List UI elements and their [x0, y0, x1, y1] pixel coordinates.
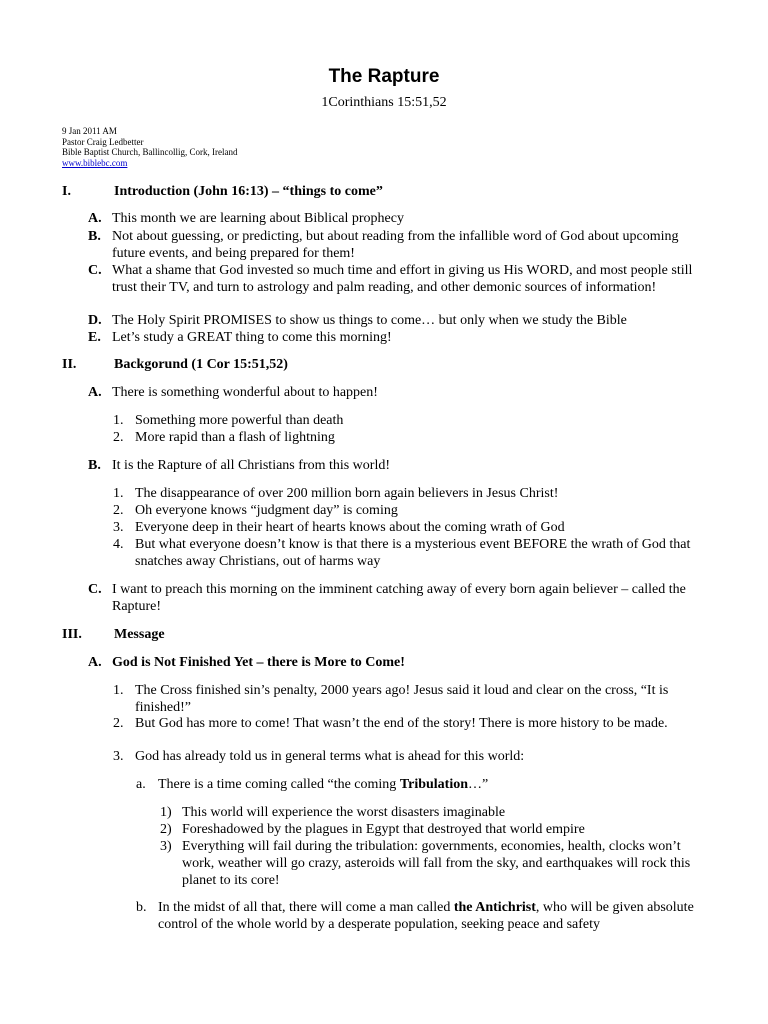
list-item: 1. Something more powerful than death: [113, 413, 344, 428]
list-item: B. It is the Rapture of all Christians from this world!: [88, 458, 391, 473]
list-item: 3. Everyone deep in their heart of hearts knows about the coming wrath of God: [113, 520, 565, 535]
list-item: C. I want to preach this morning on the imminent catching away of every born again believer – called the Rapture!: [88, 582, 686, 614]
list-item: E. Let’s study a GREAT thing to come this morning!: [88, 330, 392, 345]
section-title: Introduction (John 16:13) – “things to come”: [114, 184, 383, 199]
section-heading-message: [62, 626, 165, 643]
section-title: Backgorund (1 Cor 15:51,52): [114, 357, 288, 372]
scripture-reference: 1Corinthians 15:51,52: [321, 95, 447, 110]
list-item: 2) Foreshadowed by the plagues in Egypt that destroyed that world empire: [160, 822, 585, 837]
church-name: Bible Baptist Church, Ballincollig, Cork, Ireland: [62, 147, 238, 157]
list-item: 2. More rapid than a flash of lightning: [113, 430, 335, 445]
list-item: 4. But what everyone doesn’t know is that there is a mysterious event BEFORE the wrath of God that snatches away Christians, out of harms way: [113, 537, 691, 569]
section-heading-introduction: [62, 183, 383, 200]
list-item: B. Not about guessing, or predicting, but about reading from the infallible word of God about upcoming future events, and being prepared for them!: [88, 229, 679, 261]
sermon-date: 9 Jan 2011 AM: [62, 126, 117, 136]
website-link[interactable]: www.biblebc.com: [62, 157, 128, 168]
pastor-name: Pastor Craig Ledbetter: [62, 136, 144, 147]
sermon-meta: [62, 126, 237, 168]
list-item: C. What a shame that God invested so much time and effort in giving us His WORD, and most people still trust their TV, and turn to astrology and palm reading, and other demonic sources of information!: [88, 263, 693, 295]
list-item: 3. God has already told us in general terms what is ahead for this world:: [113, 749, 525, 764]
list-item: 2. Oh everyone knows “judgment day” is coming: [113, 503, 398, 518]
list-item: 1. The disappearance of over 200 million born again believers in Jesus Christ!: [113, 486, 559, 501]
list-item: A. This month we are learning about Biblical prophecy: [88, 211, 404, 226]
list-item: a. There is a time coming called “the coming Tribulation…”: [136, 777, 489, 792]
section-heading-background: [62, 356, 288, 373]
document-title: The Rapture: [328, 66, 440, 87]
list-item: 3) Everything will fail during the tribulation: governments, economies, health, clocks won’t work, weather will go crazy, asteroids will fall from the sky, and earthquakes will rock this planet to its core!: [160, 839, 691, 888]
section-number: I.: [62, 184, 71, 199]
section-number: II.: [62, 357, 77, 372]
list-item: 1. The Cross finished sin’s penalty, 2000 years ago! Jesus said it loud and clear on the cross, “It is finished!”: [113, 683, 669, 715]
list-item: 2. But God has more to come! That wasn’t the end of the story! There is more history to be made.: [113, 716, 668, 731]
list-item: b. In the midst of all that, there will come a man called the Antichrist, who will be given absolute control of the whole world by a desperate population, seeking peace and safety: [136, 900, 694, 932]
list-item: A. There is something wonderful about to happen!: [88, 385, 378, 400]
section-number: III.: [62, 627, 82, 642]
list-item: A. God is Not Finished Yet – there is More to Come!: [88, 655, 405, 670]
section-title: Message: [114, 627, 165, 642]
list-item: D. The Holy Spirit PROMISES to show us things to come… but only when we study the Bible: [88, 313, 627, 328]
list-item: 1) This world will experience the worst disasters imaginable: [160, 805, 506, 820]
